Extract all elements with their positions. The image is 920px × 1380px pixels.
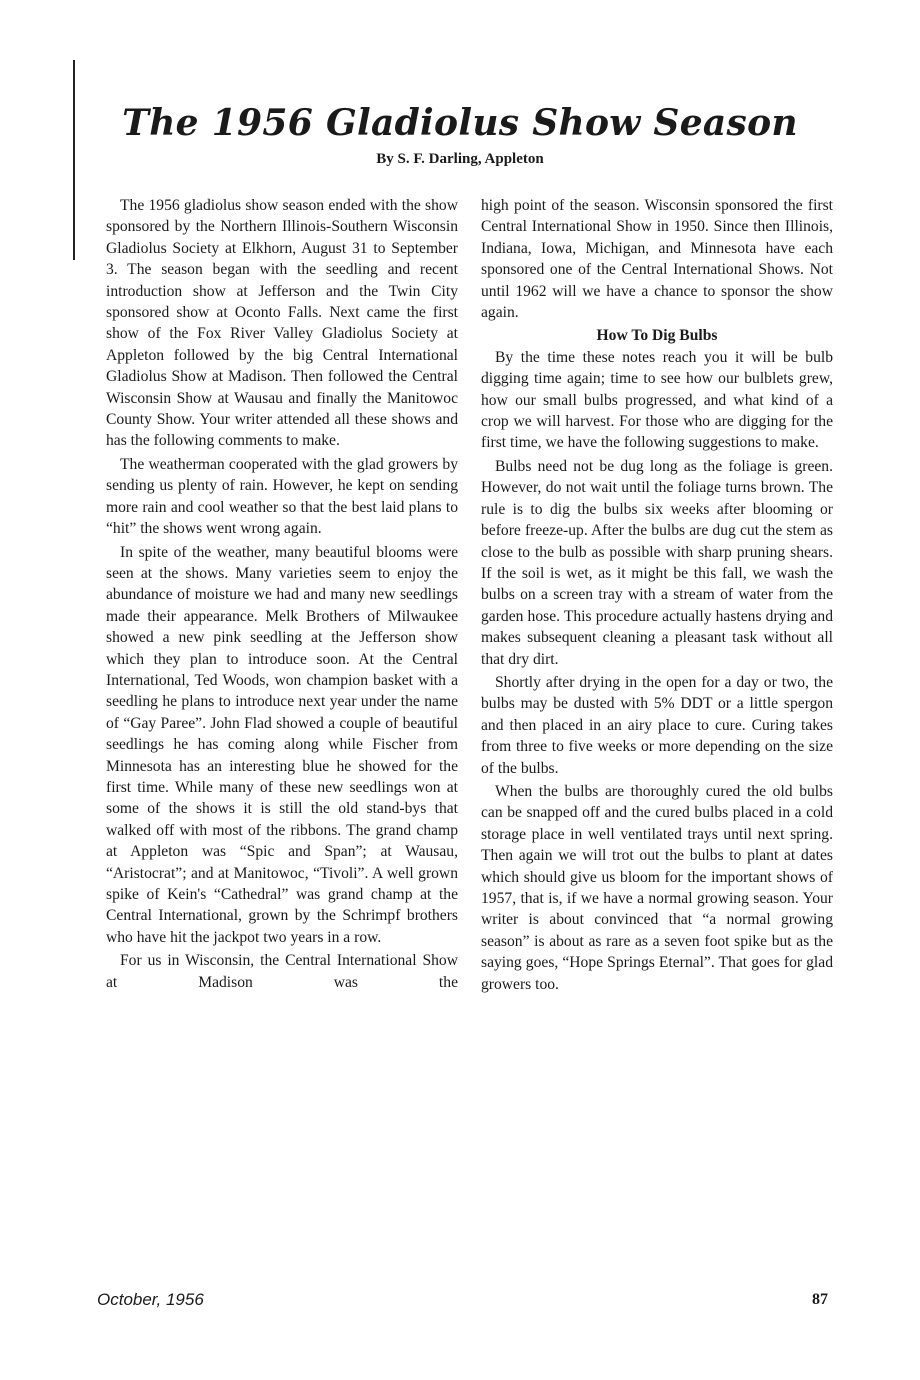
paragraph: The 1956 gladiolus show season ended with the show sponsored by the Northern Illinois-Southern Wisconsin Gladiolus Society at Elkhorn, August 31 to September 3. The season began with the seedling and recent introduction show at Jefferson and the Twin City sponsored show at Oconto Falls. Next came the first show of the Fox River Valley Gladiolus Society at Appleton followed by the big Central International Gladiolus Show at Madison. Then followed the Central Wisconsin Show at Wausau and finally the Manitowoc County Show. Your writer attended all these shows and has the following comments to make. [106,197,458,450]
paragraph: Bulbs need not be dug long as the foliage is green. However, do not wait until the foliage turns brown. The rule is to dig the bulbs six weeks after blooming or before freeze-up. After the bulbs are dug cut the stem as close to the bulb as possible with sharp pruning shears. If the soil is wet, as it might be this fall, we wash the bulbs on a screen tray with a stream of water from the garden hose. This procedure actually hastens drying and makes subsequent cleaning a pleasant task without all that dry dirt. [481,457,833,668]
article-title: The 1956 Gladiolus Show Season [122,102,798,144]
right-column [481,195,833,997]
section-heading: How To Dig Bulbs [596,327,718,345]
paragraph: For us in Wisconsin, the Central International Show at Madison was the [106,952,458,991]
paragraph: When the bulbs are thoroughly cured the old bulbs can be snapped off and the cured bulbs placed in a cold storage place in well ventilated trays until next spring. Then again we will trot out the bulbs to plant at dates which should give us bloom for the important shows of 1957, that is, if we have a normal growing season. Your writer is about convinced that “a normal growing season” is about as rare as a seven foot spike but as the saying goes, “Hope Springs Eternal”. That goes for glad growers too. [481,782,833,993]
paragraph: The weatherman cooperated with the glad growers by sending us plenty of rain. However, he kept on sending more rain and cool weather so that the best laid plans to “hit” the shows went wrong again. [106,455,458,538]
paragraph-continuation: high point of the season. Wisconsin sponsored the first Central International Show in 1950. Since then Illinois, Indiana, Iowa, Michigan, and Minnesota have each sponsored one of the Central International Shows. Not until 1962 will we have a chance to sponsor the show again. [481,197,833,322]
paragraph: In spite of the weather, many beautiful blooms were seen at the shows. Many varieties seem to enjoy the abundance of moisture we had and many new seedlings made their appearance. Melk Brothers of Milwaukee showed a new pink seedling at the Jefferson show which they plan to introduce soon. At the Central International, Ted Woods, won champion basket with a seedling he plans to introduce next year under the name of “Gay Paree”. John Flad showed a couple of beautiful seedlings he has coming along while Fischer from Minnesota has an interesting blue he showed for the first time. While many of these new seedlings won at some of the shows it is still the old stand-bys that walked off with most of the ribbons. The grand champ at Appleton was “Spic and Span”; at Wausau, “Aristocrat”; and at Manitowoc, “Tivoli”. A well grown spike of Kein's “Cathedral” was grand champ at the Central International, grown by the Schrimpf brothers who have hit the jackpot two years in a row. [106,543,458,946]
left-column [106,195,458,995]
paragraph: Shortly after drying in the open for a day or two, the bulbs may be dusted with 5% DDT or a little spergon and then placed in an airy place to cure. Curing takes from three to five weeks or more depending on the size of the bulbs. [481,673,833,777]
article-byline: By S. F. Darling, Appleton [376,151,544,167]
issue-date: October, 1956 [97,1290,204,1309]
paragraph: By the time these notes reach you it will be bulb digging time again; time to see how our bulblets grew, how our small bulbs progressed, and what kind of a crop we will harvest. For those who are digging for the first time, we have the following suggestions to make. [481,348,833,452]
page-number: 87 [812,1291,828,1308]
